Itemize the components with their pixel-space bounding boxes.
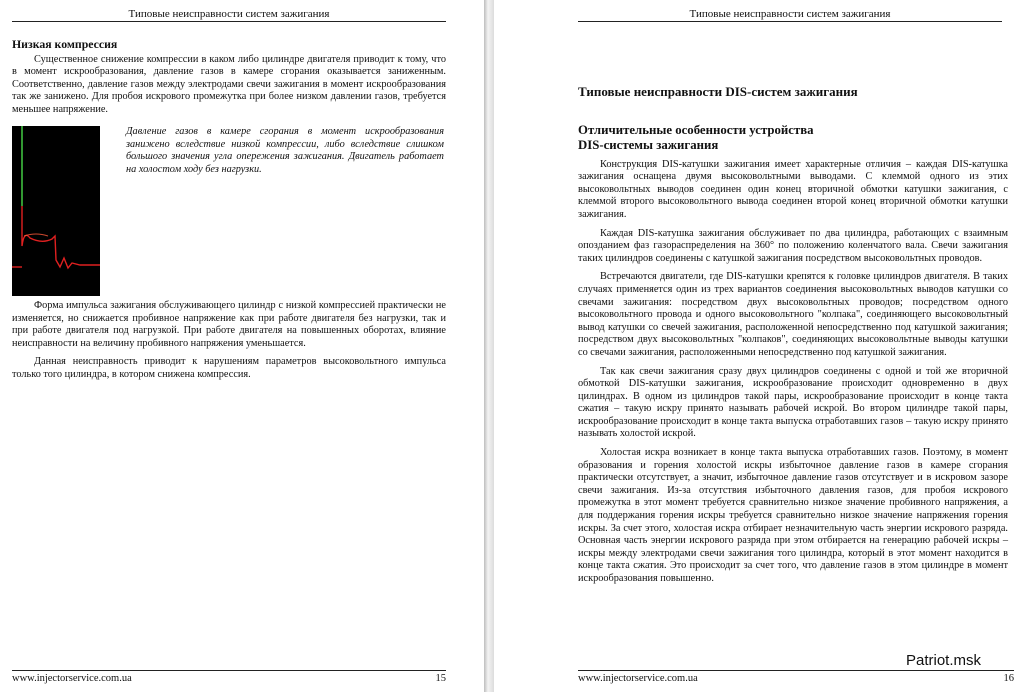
paragraph: Данная неисправность приводит к нарушениям параметров высоковольтного импульса только того цилиндра, в котором снижена компрессия. xyxy=(12,356,446,380)
subtitle-line-2: DIS-системы зажигания xyxy=(578,137,719,152)
running-head: Типовые неисправности систем зажигания xyxy=(12,8,446,22)
right-page xyxy=(494,0,1024,692)
page-number: 16 xyxy=(1003,673,1014,684)
subtitle-line-1: Отличительные особенности устройства xyxy=(578,122,814,137)
page-footer xyxy=(12,670,446,687)
paragraph: Так как свечи зажигания сразу двух цилиндров соединены с одной и той же вторичной обмоткой DIS-катушки зажигания, искрообразование происходит одновременно в двух цилиндрах. В одном из цилиндров такой пары, искрообразование происходит в конце такта сжатия – такую искру принято называть рабочей искрой. Во втором цилиндре такой пары, искрообразование происходит в конце такта выпуска отработавших газов – такую искру принято называть холостой искрой. xyxy=(578,365,1008,440)
footer-url: www.injectorservice.com.ua xyxy=(578,673,698,684)
left-page xyxy=(0,0,484,692)
page-gutter xyxy=(484,0,494,692)
ignition-pulse-waveform xyxy=(12,126,100,296)
text-block-main xyxy=(578,86,1008,592)
paragraph: Встречаются двигатели, где DIS-катушки крепятся к головке цилиндров двигателя. В таких случаях применяется один из трех вариантов соединения высоковольтных выводов катушки со свечами зажигания: посредством двух высоковольтных проводов; посредством одного высоковольтного провода и одного высоковольтного "колпака", соединяющего высоковольтный вывод катушки со свечей зажигания, расположенной непосредственно под катушкой зажигания; посредством двух высоковольтных "колпаков", соединяющих высоковольтные выводы катушки со свечами зажигания, расположенными непосредственно под катушкой зажигания. xyxy=(578,271,1008,358)
watermark: Patriot.msk xyxy=(906,652,982,669)
paragraph: Форма импульса зажигания обслуживающего цилиндр с низкой компрессией практически не изменяется, но снижается пробивное напряжение как при работе двигателя без нагрузки, так и при работе двигателя под нагрузкой. При работе двигателя на повышенных оборотах, влияние неисправности на величину пробивного напряжения уменьшается. xyxy=(12,300,446,349)
footer-url: www.injectorservice.com.ua xyxy=(12,673,132,684)
text-block-bottom xyxy=(12,300,446,388)
section-title: Низкая компрессия xyxy=(12,37,118,51)
paragraph: Существенное снижение компрессии в каком либо цилиндре двигателя приводит к тому, что в момент искрообразования, давление газов в камере сгорания оказывается заниженным. Соответственно, давление газов между электродами свечи зажигания в момент искрообразования так же занижено. Для пробоя искрового промежутка при более низком давлении газов, требуется меньшее напряжение. xyxy=(12,53,446,115)
chapter-title: Типовые неисправности DIS-систем зажигания xyxy=(578,84,858,99)
paragraph: Каждая DIS-катушка зажигания обслуживает по два цилиндра, работающих с взаимным опозданием фаз газораспределения на 360° по положению коленчатого вала. Свечи зажигания таких цилиндров соединены с катушкой зажигания посредством высоковольтных проводов. xyxy=(578,227,1008,264)
page-footer xyxy=(578,670,1014,687)
oscilloscope-figure xyxy=(12,126,100,296)
page-number: 15 xyxy=(435,673,446,684)
paragraph: Конструкция DIS-катушки зажигания имеет характерные отличия – каждая DIS-катушка зажигания оснащена двумя высоковольтными выводами. С клеммой одного из этих высоковольтных выводов соединен один конец вторичной обмотки катушки зажигания, с клеммой второго высоковольтного вывода соединен второй конец вторичной обмотки катушки зажигания. xyxy=(578,158,1008,220)
trace-spark-line xyxy=(22,206,100,268)
running-head: Типовые неисправности систем зажигания xyxy=(578,8,1002,22)
text-block-top xyxy=(12,38,446,123)
figure-caption: Давление газов в камере сгорания в момент искрообразования занижено вследствие низкой компрессии, либо вследствие слишком большого значения угла опережения зажигания. Двигатель работает на холостом ходу без нагрузки. xyxy=(126,126,444,175)
paragraph: Холостая искра возникает в конце такта выпуска отработавших газов. Поэтому, в момент образования и горения холостой искры избыточное давление газов в камере сгорания практически отсутствует, а значит, избыточное давление газов отсутствует и в искровом зазоре свечи зажигания. Из-за отсутствия избыточного давления газов, для пробоя искрового промежутка в этот момент требуется сравнительно низкое значение пробивного напряжения, а для поддержания горения искры требуется сравнительно низкое значение напряжения горения искры. За счет этого, холостая искра отбирает незначительную часть энергии искрового разряда. Основная часть энергии искрового разряда при этом отбирается на генерацию рабочей искры – искры между электродами свечи зажигания того цилиндра, который в этот момент находится в конце такта сжатия. Это происходит за счет того, что давление газов в этом цилиндре в момент искрообразования повышенно. xyxy=(578,447,1008,584)
